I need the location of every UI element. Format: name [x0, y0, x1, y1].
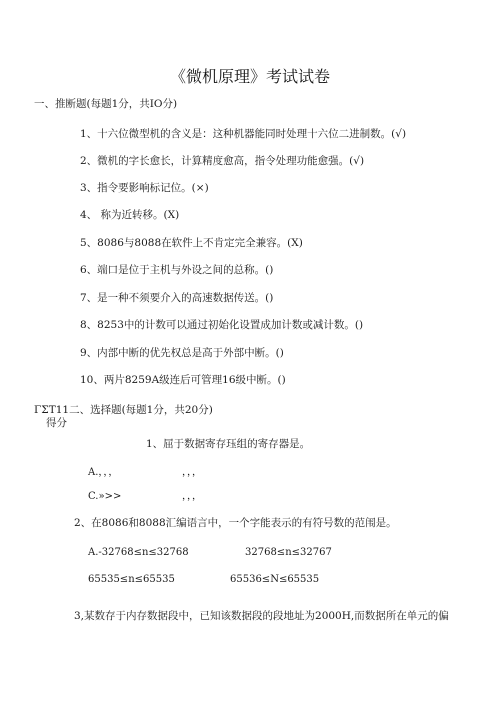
section2-heading: ΓΣΤ11二、选择题(每题1分，共20分) — [34, 404, 213, 416]
mc1-option-row1-left: A.，，， — [88, 467, 119, 478]
tf-question-3: 3、指令要影响标记位。(×) — [80, 182, 209, 194]
mc2-option-c: 65535≤n≤65535 — [88, 574, 175, 585]
exam-title: 《微机原理》考试试卷 — [169, 67, 330, 86]
mc-question-3: 3,某数存于内存数据段中，已知该数据段的段地址为2000H,而数据所在单元的偏 — [74, 610, 449, 622]
tf-question-6: 6、端口是位于主机与外设之间的总称。() — [80, 264, 274, 276]
tf-question-1: 1、十六位微型机的含义是：这种机器能同时处理十六位二进制数。(√) — [80, 128, 407, 140]
mc2-option-d: 65536≤N≤65535 — [230, 574, 320, 585]
mc-question-2: 2、在8086和8088汇编语言中，一个字能表示的有符号数的范闱是。 — [74, 517, 397, 529]
tf-question-2: 2、微机的字长愈长，计算精度愈高，指令处理功能愈强。(√) — [80, 155, 365, 167]
score-label: 得分 — [46, 417, 67, 429]
tf-question-4: 4、 称为近转移。(X) — [80, 209, 180, 221]
mc-question-1: 1、屈于数据寄存珏组的寄存器是。 — [146, 438, 311, 450]
tf-question-10: 10、两片8259A级连后可管理16级中断。() — [80, 374, 286, 386]
mc1-option-row2-right: ，，， — [182, 491, 202, 502]
tf-question-7: 7、是一种不须要介入的高速数据传送。() — [80, 292, 274, 304]
mc2-option-a: A.-32768≤n≤32768 — [88, 547, 189, 558]
mc1-option-row2-left: C.»>> — [88, 491, 122, 502]
tf-question-5: 5、8086与8088在软件上不肯定完全兼容。(X) — [80, 237, 303, 249]
mc2-option-b: 32768≤n≤32767 — [245, 547, 332, 558]
mc1-option-row1-right: ，，， — [182, 467, 202, 478]
section1-heading: 一、推断题(每题1分，共IO分) — [34, 98, 178, 110]
tf-question-9: 9、内部中断的优先权总是高于外部中断。() — [80, 347, 284, 359]
tf-question-8: 8、8253中的计数可以通过初始化设置成加计数或减计数。() — [80, 319, 364, 331]
